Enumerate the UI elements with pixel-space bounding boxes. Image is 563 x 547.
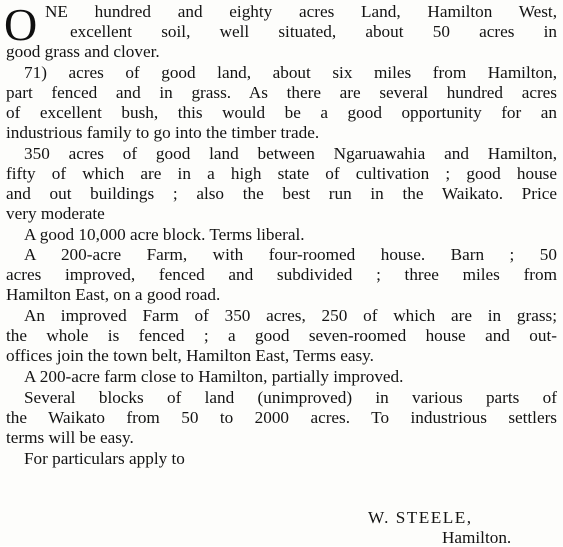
drop-cap: O (4, 0, 38, 50)
ad-line-8: 350 acres of good land between Ngaruawahia and Hamilton, (24, 144, 557, 163)
ad-line-13: A 200-acre Farm, with four-roomed house. Barn ; 50 (24, 245, 557, 264)
ad-line-7: industrious family to go into the timber trade. (6, 123, 320, 142)
ad-line-5: part fenced and in grass. As there are several hundred acres (6, 83, 557, 102)
ad-line-3: good grass and clover. (6, 42, 160, 61)
signature-place: Hamilton. (442, 528, 512, 547)
ad-line-9: fifty of which are in a high state of cultivation ; good house (6, 164, 557, 183)
ad-line-22: terms will be easy. (6, 428, 134, 447)
ad-line-4: 71) acres of good land, about six miles from Hamilton, (24, 63, 557, 82)
ad-line-6: of excellent bush, this would be a good opportunity for an (6, 103, 557, 122)
ad-line-21: the Waikato from 50 to 2000 acres. To industrious settlers (6, 408, 557, 427)
ad-line-11: very moderate (6, 204, 105, 223)
ad-line-18: offices join the town belt, Hamilton East, Terms easy. (6, 346, 374, 365)
ad-line-1: NE hundred and eighty acres Land, Hamilton West, (45, 2, 557, 21)
ad-line-20: Several blocks of land (unimproved) in various parts of (24, 388, 557, 407)
ad-line-16: An improved Farm of 350 acres, 250 of which are in grass; (24, 306, 557, 325)
ad-line-19: A 200-acre farm close to Hamilton, partially improved. (24, 367, 404, 386)
ad-line-10: and out buildings ; also the best run in the Waikato. Price (6, 184, 557, 203)
ad-line-12: A good 10,000 acre block. Terms liberal. (24, 225, 305, 244)
ad-line-15: Hamilton East, on a good road. (6, 285, 221, 304)
ad-line-17: the whole is fenced ; a good seven-roomed house and out- (6, 326, 557, 345)
signature-name: W. STEELE, (368, 508, 473, 527)
ad-line-2: excellent soil, well situated, about 50 acres in (70, 22, 557, 41)
ad-line-14: acres improved, fenced and subdivided ; three miles from (6, 265, 557, 284)
ad-line-23: For particulars apply to (24, 449, 185, 468)
